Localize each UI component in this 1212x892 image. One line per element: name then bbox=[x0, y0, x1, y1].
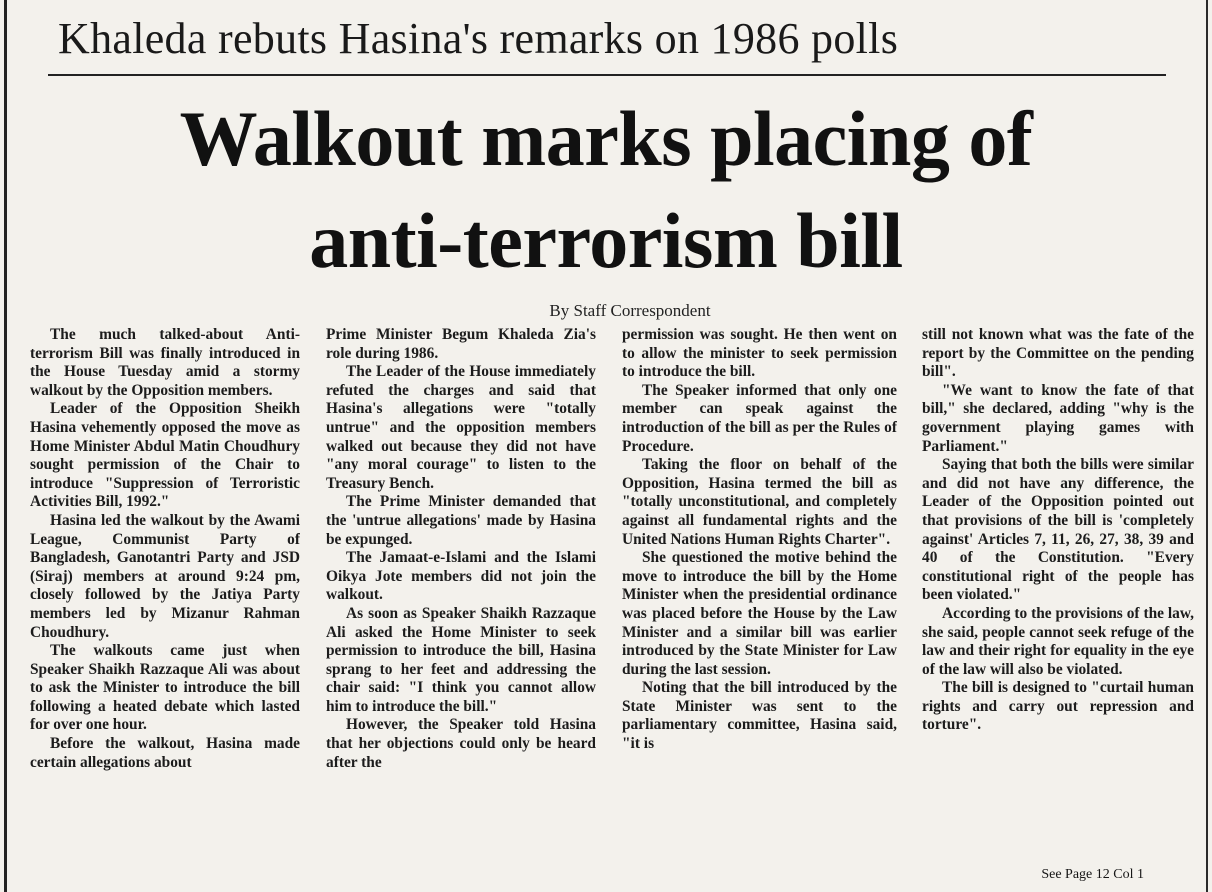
paragraph: The Jamaat-e-Islami and the Islami Oikya Jote members did not join the walkout. bbox=[326, 549, 596, 604]
headline-line-1: Walkout marks placing of bbox=[179, 95, 1033, 182]
paragraph: The Leader of the House immediately refuted the charges and said that Hasina's allegations were "totally untrue" and the opposition members walked out because they did not have "any moral courage" to listen to the Treasury Bench. bbox=[326, 363, 596, 492]
page-left-border bbox=[4, 0, 7, 892]
article-column-1 bbox=[30, 326, 300, 892]
article-column-2 bbox=[326, 326, 596, 892]
continuation-jump-line: See Page 12 Col 1 bbox=[1041, 867, 1144, 882]
paragraph: Before the walkout, Hasina made certain allegations about bbox=[30, 735, 300, 771]
page-right-border bbox=[1206, 0, 1208, 892]
article-column-4 bbox=[922, 326, 1194, 892]
paragraph: However, the Speaker told Hasina that her objections could only be heard after the bbox=[326, 716, 596, 771]
paragraph: The Prime Minister demanded that the 'untrue allegations' made by Hasina be expunged. bbox=[326, 493, 596, 548]
byline: By Staff Correspondent bbox=[549, 301, 711, 320]
paragraph: Leader of the Opposition Sheikh Hasina vehemently opposed the move as Home Minister Abdul Matin Choudhury sought permission of the Chair to introduce "Suppression of Terroristic Activities Bill, 1992." bbox=[30, 400, 300, 511]
paragraph: Prime Minister Begum Khaleda Zia's role during 1986. bbox=[326, 326, 596, 362]
paragraph: According to the provisions of the law, she said, people cannot seek refuge of the law and their right for equality in the eye of the law will also be violated. bbox=[922, 604, 1194, 678]
article-column-3 bbox=[622, 326, 897, 892]
paragraph: The bill is designed to "curtail human rights and carry out repression and torture". bbox=[922, 679, 1194, 734]
paragraph: Taking the floor on behalf of the Opposition, Hasina termed the bill as "totally unconstitutional, and completely against all fundamental rights and the United Nations Human Rights Charter". bbox=[622, 456, 897, 548]
main-headline bbox=[20, 88, 1192, 292]
paragraph: The much talked-about Anti-terrorism Bill was finally introduced in the House Tuesday amid a stormy walkout by the Opposition members. bbox=[30, 326, 300, 399]
paragraph: still not known what was the fate of the report by the Committee on the pending bill". bbox=[922, 326, 1194, 381]
paragraph: The Speaker informed that only one member can speak against the introduction of the bill as per the Rules of Procedure. bbox=[622, 381, 897, 455]
paragraph: permission was sought. He then went on to allow the minister to seek permission to introduce the bill. bbox=[622, 326, 897, 381]
headline-line-2: anti-terrorism bill bbox=[309, 197, 903, 284]
paragraph: The walkouts came just when Speaker Shaikh Razzaque Ali was about to ask the Minister to introduce the bill following a heated debate which lasted for over one hour. bbox=[30, 642, 300, 734]
paragraph: "We want to know the fate of that bill," she declared, adding "why is the government playing games with Parliament." bbox=[922, 381, 1194, 455]
kicker-rule bbox=[48, 74, 1166, 76]
paragraph: Hasina led the walkout by the Awami League, Communist Party of Bangladesh, Ganotantri Party and JSD (Siraj) members at around 9:24 pm, closely followed by the Jatiya Party members led by Mizanur Rahman Choudhury. bbox=[30, 511, 300, 641]
paragraph: She questioned the motive behind the move to introduce the bill by the Home Minister when the presidential ordinance was placed before the House by the Law Minister and a similar bill was earlier introduced by the State Minister for Law during the last session. bbox=[622, 549, 897, 678]
paragraph: As soon as Speaker Shaikh Razzaque Ali asked the Home Minister to seek permission to introduce the bill, Hasina sprang to her feet and addressing the chair said: "I think you cannot allow him to introduce the bill." bbox=[326, 604, 596, 715]
paragraph: Saying that both the bills were similar and did not have any difference, the Leader of the Opposition pointed out that provisions of the bill is 'completely against' Articles 7, 11, 26, 27, 38, 39 and 40 of the Constitution. "Every constitutional right of the people has been violated." bbox=[922, 456, 1194, 604]
paragraph: Noting that the bill introduced by the State Minister was sent to the parliamentary committee, Hasina said, "it is bbox=[622, 679, 897, 753]
kicker-headline: Khaleda rebuts Hasina's remarks on 1986 polls bbox=[58, 14, 899, 63]
